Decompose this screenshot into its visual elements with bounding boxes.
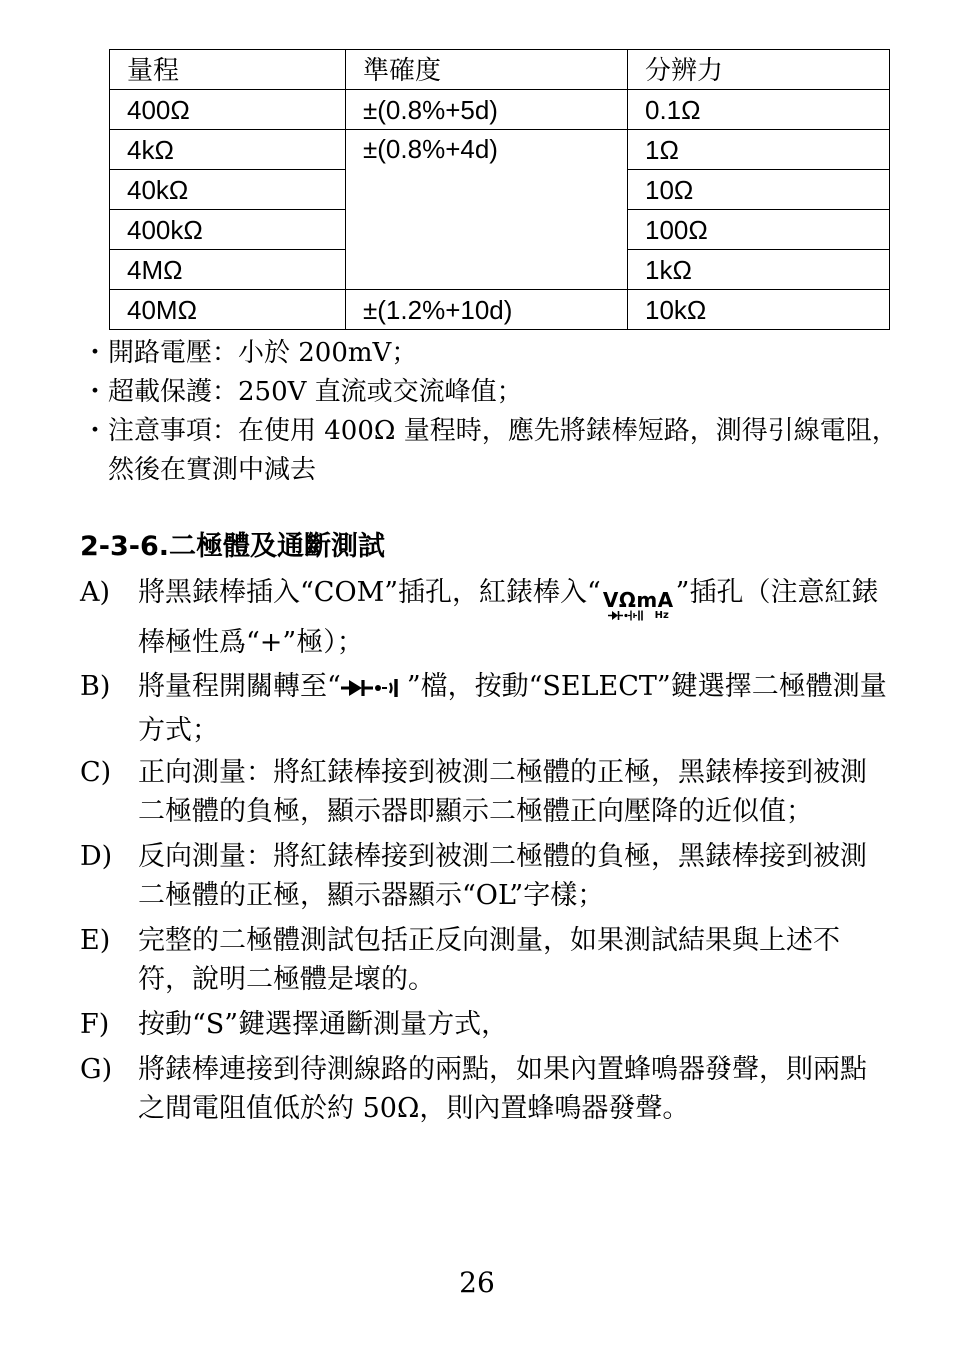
jack-sub-symbols [608, 610, 669, 621]
cell-range: 40MΩ [110, 290, 346, 330]
note-text: 超載保護：250V 直流或交流峰值； [108, 377, 523, 407]
header-range: 量程 [110, 50, 346, 90]
diode-continuity-icon [608, 610, 652, 621]
cell-accuracy: ±(1.2%+10d) [346, 290, 628, 330]
cell-resolution: 0.1Ω [628, 90, 890, 130]
step-text: 按動“S”鍵選擇通斷測量方式， [138, 1009, 509, 1040]
step-text-after: ”插孔（注意紅錶棒極性爲“+”極）； [138, 577, 879, 658]
cell-range: 40kΩ [110, 170, 346, 210]
step-a [80, 571, 892, 665]
cell-range: 400Ω [110, 90, 346, 130]
step-d [80, 837, 892, 915]
step-text: 將錶棒連接到待測線路的兩點，如果內置蜂鳴器發聲，則兩點之間電阻值低於約 50Ω，則內置蜂鳴器發聲。 [138, 1054, 867, 1124]
step-text-before: 將黑錶棒插入“COM”插孔，紅錶棒入“ [138, 577, 601, 608]
note-overload-protection [82, 373, 902, 412]
diode-buzzer-icon [341, 677, 407, 699]
step-label: F) [80, 1009, 110, 1040]
step-label: C) [80, 757, 112, 788]
note-text: 開路電壓：小於 200mV； [108, 338, 418, 368]
step-text [138, 665, 892, 753]
table-row [110, 290, 890, 330]
step-text: 反向測量：將紅錶棒接到被測二極體的負極，黑錶棒接到被測二極體的正極，顯示器顯示“OL”字樣； [138, 841, 867, 911]
cell-resolution: 10Ω [628, 170, 890, 210]
hz-label: Hz [654, 609, 669, 621]
note-caution [82, 412, 902, 490]
table-row [110, 90, 890, 130]
header-resolution: 分辨力 [628, 50, 890, 90]
step-label: D) [80, 841, 113, 872]
bullet: ・ [82, 338, 109, 368]
step-c [80, 753, 892, 831]
step-e [80, 921, 892, 999]
step-text: 正向測量：將紅錶棒接到被測二極體的正極，黑錶棒接到被測二極體的負極，顯示器即顯示二極體正向壓降的近似值； [138, 757, 867, 827]
cell-accuracy: ±(0.8%+5d) [346, 90, 628, 130]
step-text [138, 571, 892, 665]
header-accuracy: 準確度 [346, 50, 628, 90]
cell-resolution: 1kΩ [628, 250, 890, 290]
table-row [110, 130, 890, 170]
page-number: 26 [459, 1266, 495, 1299]
cell-resolution: 10kΩ [628, 290, 890, 330]
cell-resolution: 1Ω [628, 130, 890, 170]
steps-list [80, 571, 892, 1134]
cell-resolution: 100Ω [628, 210, 890, 250]
bullet: ・ [82, 377, 109, 407]
resistance-spec-table [109, 49, 890, 330]
step-label: A) [80, 577, 111, 608]
jack-label: VΩmA [602, 588, 674, 612]
step-text: 完整的二極體測試包括正反向測量，如果測試結果與上述不符，說明二極體是壞的。 [138, 925, 840, 995]
cell-range: 4kΩ [110, 130, 346, 170]
note-open-circuit-voltage [82, 334, 902, 373]
step-g [80, 1050, 892, 1128]
table-header-row [110, 50, 890, 90]
step-label: G) [80, 1054, 113, 1085]
step-text-before: 將量程開關轉至“ [138, 671, 341, 702]
step-f [80, 1005, 892, 1044]
section-title: 2-3-6.二極體及通斷測試 [80, 531, 386, 562]
bullet: ・ [82, 416, 109, 446]
note-text: 注意事項：在使用 400Ω 量程時，應先將錶棒短路，測得引線電阻，然後在實測中減去 [108, 416, 898, 485]
notes-list [82, 334, 902, 490]
vohm-ma-jack-icon [603, 590, 674, 621]
cell-range: 400kΩ [110, 210, 346, 250]
cell-accuracy: ±(0.8%+4d) [346, 130, 628, 290]
cell-range: 4MΩ [110, 250, 346, 290]
step-label: E) [80, 925, 111, 956]
step-text-after: ”檔，按動“SELECT”鍵選擇二極體測量方式； [138, 671, 887, 746]
step-b [80, 665, 892, 753]
step-label: B) [80, 671, 111, 702]
